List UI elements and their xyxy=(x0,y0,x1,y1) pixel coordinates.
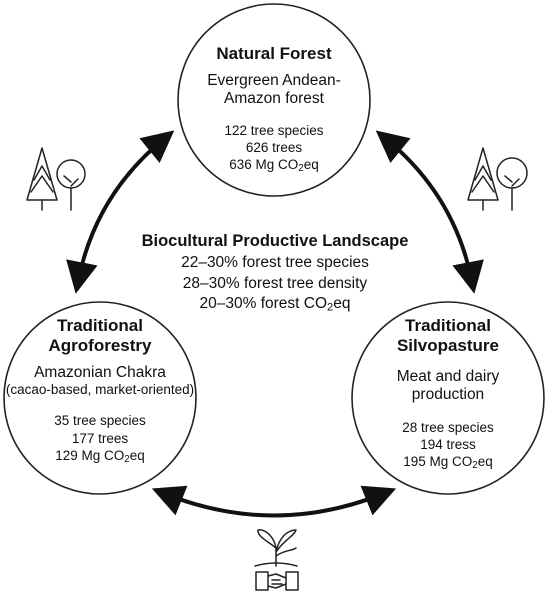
natural-forest-trees: 626 trees xyxy=(245,139,303,155)
silvopasture-block xyxy=(358,316,538,470)
landscape-block xyxy=(120,232,430,314)
natural-forest-carbon: 636 Mg $CO_2eq$ xyxy=(229,157,319,175)
landscape-line-carbon: 20–30% forest $CO_2eq$ xyxy=(199,294,351,314)
trees-icon xyxy=(468,148,527,210)
agroforestry-subtitle-1: Amazonian Chakra xyxy=(34,364,166,382)
silvopasture-subtitle-1: Meat and dairy xyxy=(396,368,500,386)
landscape-line-density: 28–30% forest tree density xyxy=(182,274,368,292)
natural-forest-title: Natural Forest xyxy=(216,44,332,63)
agroforestry-title-1: Traditional xyxy=(57,316,143,335)
natural-forest-subtitle-2: Amazon forest xyxy=(224,90,324,108)
natural-forest-subtitle-1: Evergreen Andean- xyxy=(207,72,341,90)
agroforestry-species: 35 tree species xyxy=(54,413,146,429)
silvopasture-species: 28 tree species xyxy=(402,419,494,435)
natural-forest-species: 122 tree species xyxy=(224,122,324,138)
silvopasture-carbon: 195 Mg $CO_2eq$ xyxy=(403,454,493,472)
arrow-agroforestry-silvopasture xyxy=(163,493,385,516)
silvopasture-subtitle-2: production xyxy=(411,386,485,404)
agroforestry-block xyxy=(2,316,198,464)
silvopasture-title-1: Traditional xyxy=(405,316,491,335)
agroforestry-carbon: 129 Mg $CO_2eq$ xyxy=(55,447,145,465)
silvopasture-trees: 194 tress xyxy=(420,436,476,452)
landscape-title: Biocultural Productive Landscape xyxy=(141,232,409,250)
landscape-line-species: 22–30% forest tree species xyxy=(181,254,369,272)
natural-forest-block xyxy=(184,44,364,173)
agroforestry-trees: 177 trees xyxy=(71,430,129,446)
agroforestry-subtitle-2: (cacao-based, market-oriented) xyxy=(5,382,195,398)
sprout-handshake-icon xyxy=(255,530,298,590)
agroforestry-title-2: Agroforestry xyxy=(48,336,152,356)
trees-icon xyxy=(27,148,85,210)
silvopasture-title-2: Silvopasture xyxy=(396,336,500,356)
